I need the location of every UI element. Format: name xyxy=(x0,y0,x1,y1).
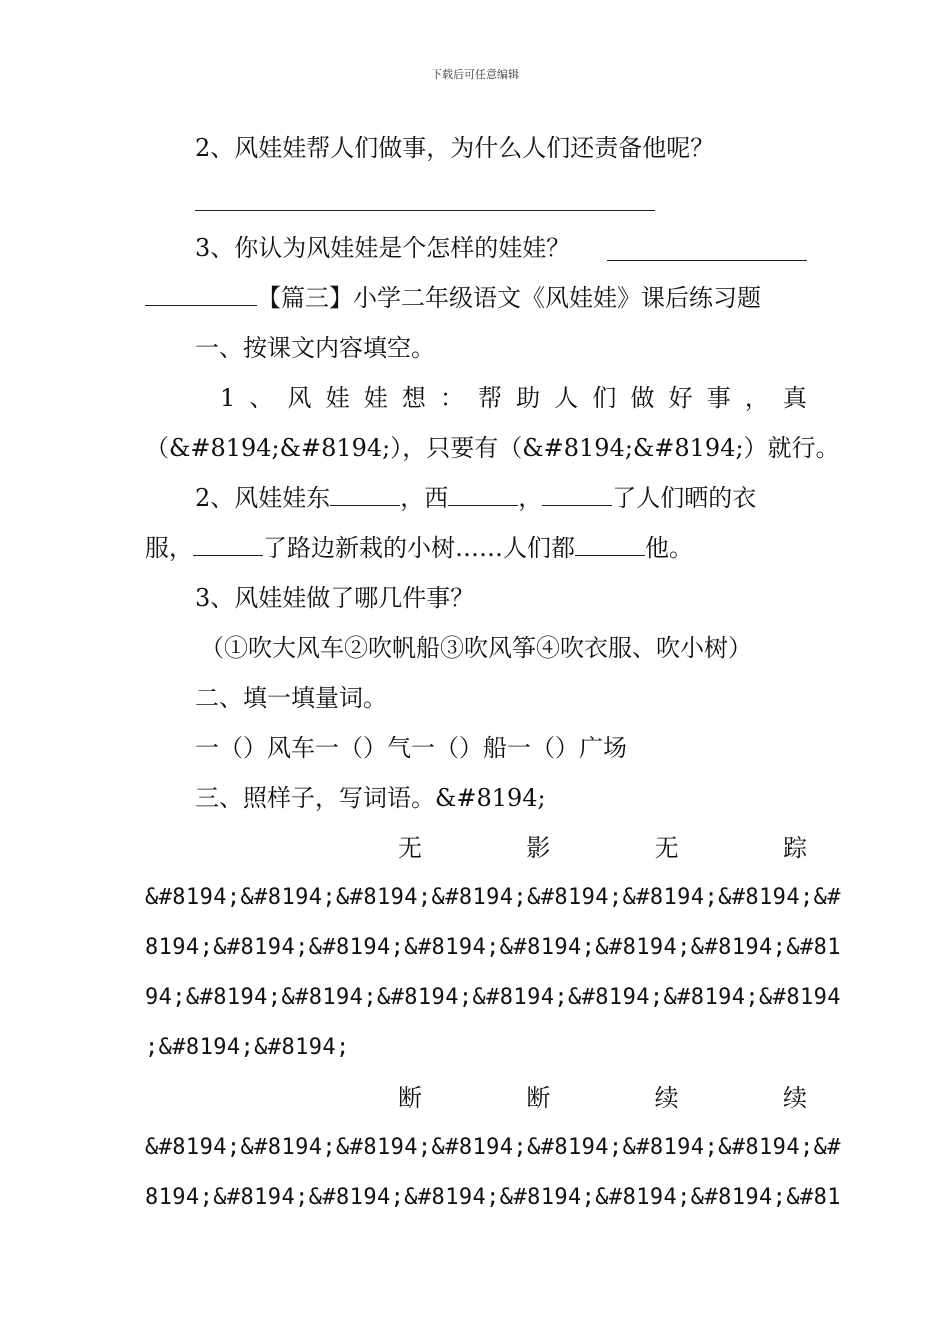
fill1-char-7: 帮 xyxy=(478,384,503,412)
fill2-text-d: 了人们晒的衣 xyxy=(612,484,757,512)
fill2-line2 xyxy=(145,533,807,563)
example-word-1 xyxy=(398,833,807,863)
blank-2 xyxy=(448,483,518,506)
part1-title: 一、按课文内容填空。 xyxy=(195,334,435,362)
example1-char-1: 影 xyxy=(526,834,551,862)
fill1-char-2: 风 xyxy=(287,384,312,412)
entity-line-1a: &#8194;&#8194;&#8194;&#8194;&#8194;&#8194;&#8194;&# xyxy=(145,885,841,910)
section-title: 【篇三】小学二年级语文《风娃娃》课后练习题 xyxy=(257,284,761,312)
fill1-char-10: 们 xyxy=(592,384,617,412)
fill2-text-e: 服， xyxy=(145,534,193,562)
entity-line-1c: 94;&#8194;&#8194;&#8194;&#8194;&#8194;&#8194;&#8194 xyxy=(145,985,841,1010)
example2-char-0: 断 xyxy=(398,1084,422,1112)
fill2-text-b: ，西 xyxy=(400,484,449,512)
answer-line-q2 xyxy=(195,210,655,211)
page-header: 下载后可任意编辑 xyxy=(431,68,519,81)
entity-line-1b: 8194;&#8194;&#8194;&#8194;&#8194;&#8194;&#8194;&#81 xyxy=(145,935,841,960)
blank-5 xyxy=(575,533,645,556)
fill1-char-1: 、 xyxy=(249,384,274,412)
fill3-question: 3、风娃娃做了哪几件事？ xyxy=(195,584,475,612)
entity-line-1d: ;&#8194;&#8194; xyxy=(145,1035,350,1060)
measure-words: 一（）风车一（）气一（）船一（）广场 xyxy=(195,734,627,762)
blank-1 xyxy=(330,483,400,506)
answer-line-q3-cont xyxy=(145,283,257,306)
fill2-text-a: 2、风娃娃东 xyxy=(195,484,331,512)
blank-3 xyxy=(542,483,612,506)
fill1-char-3: 娃 xyxy=(325,384,350,412)
question-2: 2、风娃娃帮人们做事，为什么人们还责备他呢？ xyxy=(195,134,715,162)
entity-line-2a: &#8194;&#8194;&#8194;&#8194;&#8194;&#8194;&#8194;&# xyxy=(145,1135,841,1160)
example1-char-3: 踪 xyxy=(782,834,807,862)
example1-char-2: 无 xyxy=(654,834,679,862)
example2-char-2: 续 xyxy=(654,1084,679,1112)
answer-line-q3 xyxy=(607,260,807,261)
fill1-char-6: ： xyxy=(439,384,464,412)
fill1-line2: （&#8194;&#8194;），只要有（&#8194;&#8194;）就行。 xyxy=(145,434,840,462)
fill1-line1 xyxy=(220,383,807,413)
fill2-text-c: ， xyxy=(518,484,543,512)
blank-4 xyxy=(193,533,263,556)
fill1-char-9: 人 xyxy=(554,384,579,412)
example2-char-1: 断 xyxy=(526,1084,551,1112)
fill1-char-8: 助 xyxy=(516,384,541,412)
question-3-text: 3、你认为风娃娃是个怎样的娃娃？ xyxy=(195,234,571,262)
fill2-text-g: 他。 xyxy=(645,534,693,562)
fill1-char-11: 做 xyxy=(630,384,655,412)
example1-char-0: 无 xyxy=(398,834,422,862)
fill2-line1 xyxy=(195,483,807,513)
example2-char-3: 续 xyxy=(782,1084,807,1112)
fill1-char-15: 真 xyxy=(782,384,807,412)
part3-title: 三、照样子，写词语。&#8194; xyxy=(195,784,546,812)
example-word-2 xyxy=(398,1083,807,1113)
fill1-char-12: 好 xyxy=(668,384,693,412)
entity-line-2b: 8194;&#8194;&#8194;&#8194;&#8194;&#8194;&#8194;&#81 xyxy=(145,1185,841,1210)
fill1-char-0: 1 xyxy=(220,384,236,412)
part2-title: 二、填一填量词。 xyxy=(195,684,387,712)
fill1-char-14: ， xyxy=(744,384,769,412)
fill1-char-13: 事 xyxy=(706,384,731,412)
fill3-answer: （①吹大风车②吹帆船③吹风筝④吹衣服、吹小树） xyxy=(200,634,752,662)
fill1-char-5: 想 xyxy=(401,384,426,412)
question-3 xyxy=(195,233,807,263)
section-title-line xyxy=(145,283,807,313)
fill2-text-f: 了路边新栽的小树……人们都 xyxy=(263,534,575,562)
fill1-char-4: 娃 xyxy=(363,384,388,412)
